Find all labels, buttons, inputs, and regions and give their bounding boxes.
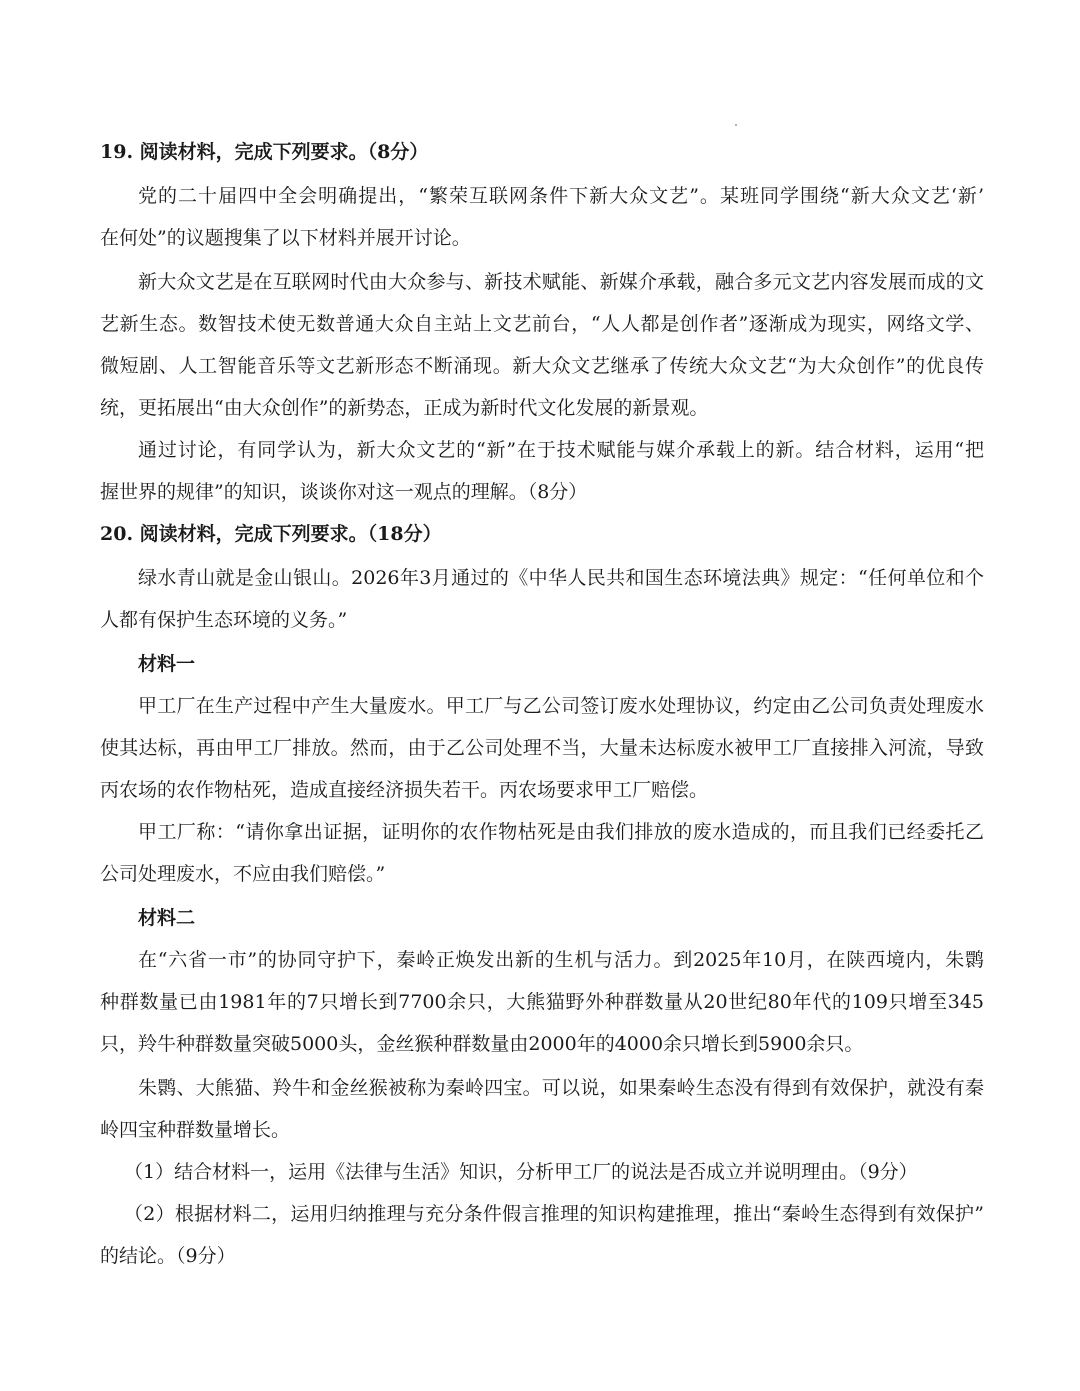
m2-para2-line-2: 岭四宝种群数量增长。 bbox=[100, 1119, 291, 1141]
q19-question-line-2: 握世界的规律”的知识，谈谈你对这一观点的理解。（8分） bbox=[100, 481, 588, 503]
m1-para1-line-1: 甲工厂在生产过程中产生大量废水。甲工厂与乙公司签订废水处理协议，约定由乙公司负责处理废水 bbox=[138, 695, 984, 717]
q19-question-line-1: 通过讨论，有同学认为，新大众文艺的“新”在于技术赋能与媒介承载上的新。结合材料，运用“把 bbox=[138, 439, 984, 461]
subquestion-1: （1）结合材料一，运用《法律与生活》知识，分析甲工厂的说法是否成立并说明理由。（9分） bbox=[124, 1161, 918, 1183]
material-one-heading: 材料一 bbox=[138, 653, 196, 675]
q19-material-line-2: 艺新生态。数智技术使无数普通大众自主站上文艺前台，“人人都是创作者”逐渐成为现实，网络文学、 bbox=[100, 313, 984, 335]
q19-intro-line-1: 党的二十届四中全会明确提出，“繁荣互联网条件下新大众文艺”。某班同学围绕“新大众文艺‘新’ bbox=[138, 185, 984, 207]
m1-para2-line-2: 公司处理废水，不应由我们赔偿。” bbox=[100, 863, 386, 885]
q20-intro-line-2: 人都有保护生态环境的义务。” bbox=[100, 609, 348, 631]
q19-title: 19. 阅读材料，完成下列要求。（8分） bbox=[100, 141, 429, 163]
q19-intro-line-2: 在何处”的议题搜集了以下材料并展开讨论。 bbox=[100, 227, 471, 249]
m1-para1-line-2: 使其达标，再由甲工厂排放。然而，由于乙公司处理不当，大量未达标废水被甲工厂直接排入河流，导致 bbox=[100, 737, 984, 759]
q19-material-line-4: 统，更拓展出“由大众创作”的新势态，正成为新时代文化发展的新景观。 bbox=[100, 397, 709, 419]
q20-intro-line-1: 绿水青山就是金山银山。2026年3月通过的《中华人民共和国生态环境法典》规定：“任何单位和个 bbox=[138, 567, 984, 589]
scan-speck bbox=[735, 124, 737, 126]
m2-para1-line-1: 在“六省一市”的协同守护下，秦岭正焕发出新的生机与活力。到2025年10月，在陕西境内，朱鹮 bbox=[138, 949, 984, 971]
q19-material-line-1: 新大众文艺是在互联网时代由大众参与、新技术赋能、新媒介承载，融合多元文艺内容发展而成的文 bbox=[138, 271, 984, 293]
m2-para2-line-1: 朱鹮、大熊猫、羚牛和金丝猴被称为秦岭四宝。可以说，如果秦岭生态没有得到有效保护，就没有秦 bbox=[138, 1077, 984, 1099]
m2-para1-line-2: 种群数量已由1981年的7只增长到7700余只，大熊猫野外种群数量从20世纪80年代的109只增至345 bbox=[100, 991, 984, 1013]
q20-title: 20. 阅读材料，完成下列要求。（18分） bbox=[100, 523, 442, 545]
subquestion-2-line-1: （2）根据材料二，运用归纳推理与充分条件假言推理的知识构建推理，推出“秦岭生态得到有效保护” bbox=[124, 1203, 984, 1225]
material-two-heading: 材料二 bbox=[138, 907, 196, 929]
m2-para1-line-3: 只，羚牛种群数量突破5000头，金丝猴种群数量由2000年的4000余只增长到5900余只。 bbox=[100, 1033, 864, 1055]
q19-material-line-3: 微短剧、人工智能音乐等文艺新形态不断涌现。新大众文艺继承了传统大众文艺“为大众创作”的优良传 bbox=[100, 355, 984, 377]
m1-para1-line-3: 丙农场的农作物枯死，造成直接经济损失若干。丙农场要求甲工厂赔偿。 bbox=[100, 779, 709, 801]
m1-para2-line-1: 甲工厂称：“请你拿出证据，证明你的农作物枯死是由我们排放的废水造成的，而且我们已经委托乙 bbox=[138, 821, 984, 843]
subquestion-2-line-2: 的结论。（9分） bbox=[100, 1245, 236, 1267]
